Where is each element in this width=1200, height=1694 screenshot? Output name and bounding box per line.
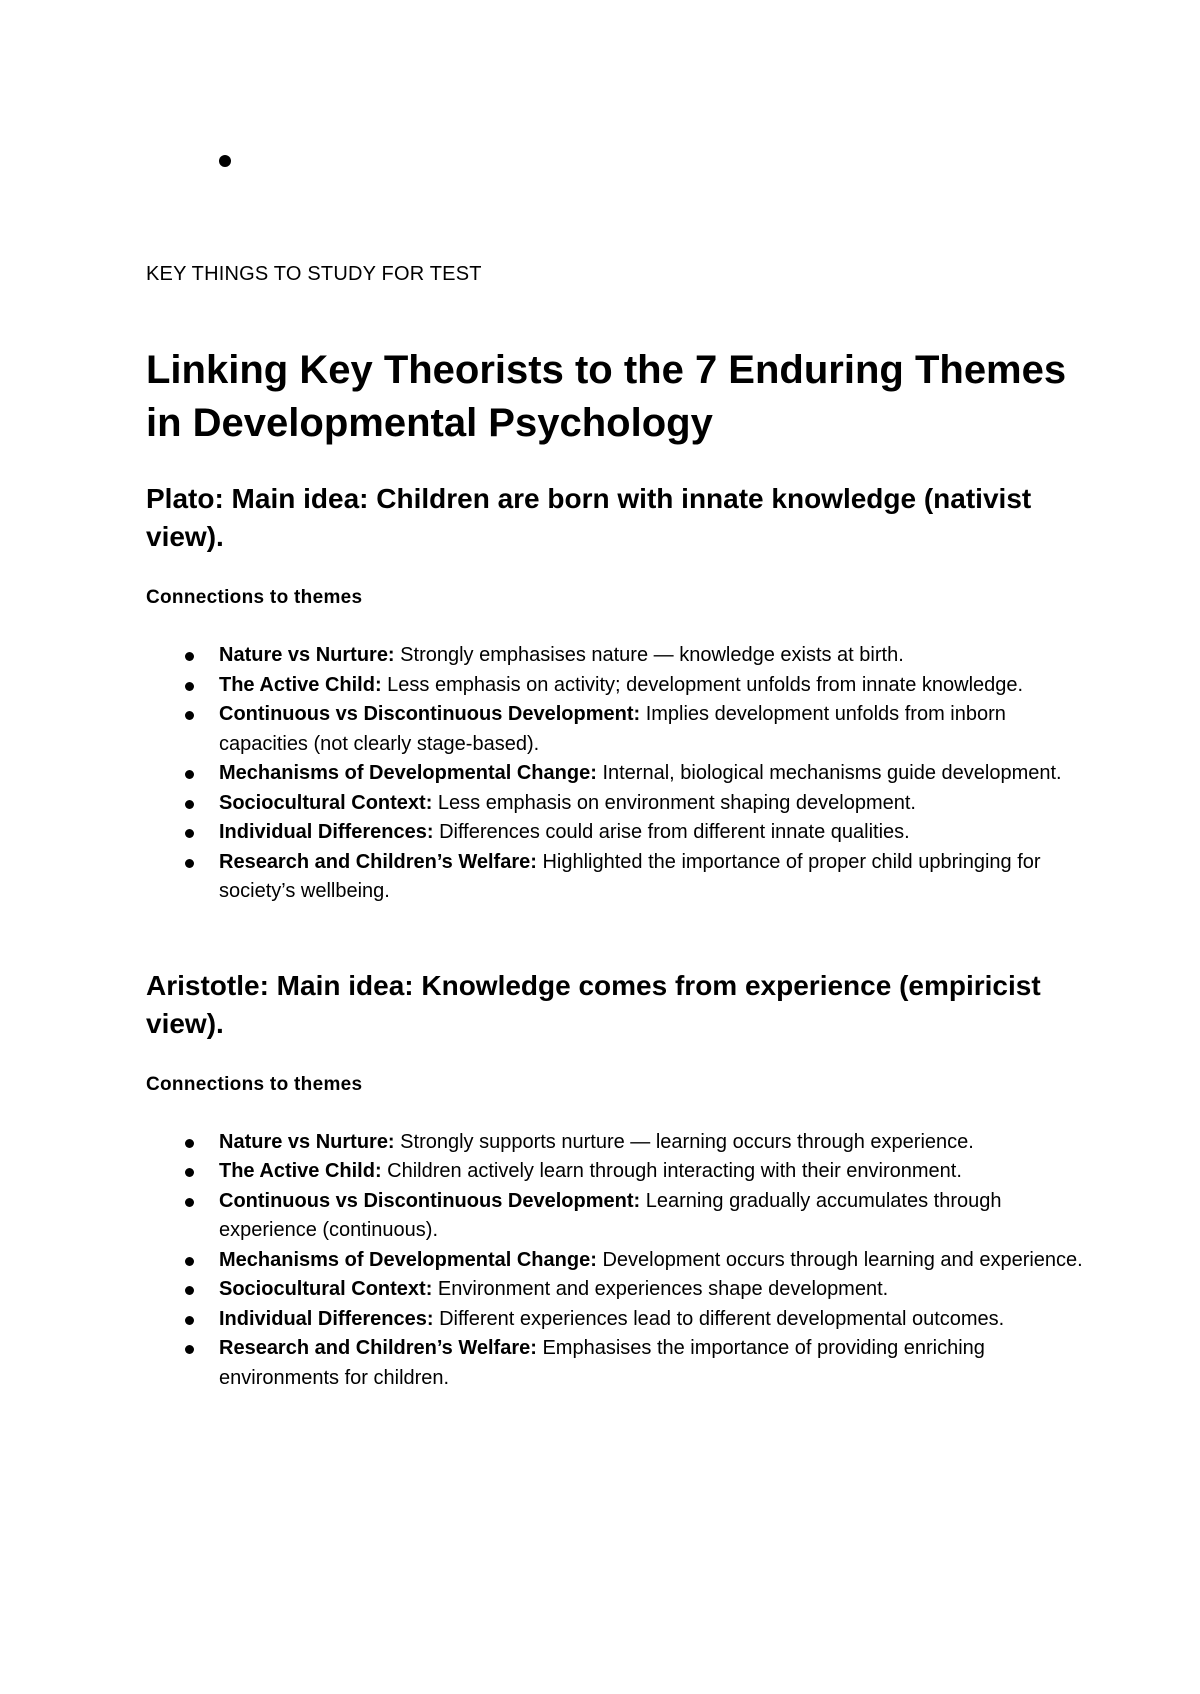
section-plato: [146, 480, 1086, 907]
theme-text: Less emphasis on activity; development unfolds from innate knowledge.: [387, 673, 1024, 696]
list-item: [146, 1334, 1089, 1393]
section-aristotle: [146, 967, 1086, 1394]
bullet-icon: [185, 1316, 194, 1325]
bullet-icon: [185, 1168, 194, 1177]
theme-text: Children actively learn through interacting with their environment.: [387, 1160, 962, 1182]
document-content: [146, 262, 1086, 1393]
section-heading: Aristotle: Main idea: Knowledge comes from experience (empiricist view).: [146, 969, 1041, 1039]
section-heading: Plato: Main idea: Children are born with innate knowledge (nativist view).: [146, 483, 1032, 552]
bullet-icon: [185, 1345, 194, 1354]
theme-term: The Active Child:: [219, 673, 382, 696]
theme-term: Continuous vs Discontinuous Development:: [219, 1189, 641, 1212]
list-item: [146, 818, 1089, 848]
theme-term: Nature vs Nurture:: [219, 644, 395, 666]
theme-term: Sociocultural Context:: [219, 791, 433, 814]
list-item: [146, 1305, 1089, 1335]
list-item: [146, 1246, 1089, 1276]
stray-bullet-icon: [219, 155, 231, 167]
theme-term: Continuous vs Discontinuous Development:: [219, 703, 641, 725]
bullet-icon: [185, 1286, 194, 1295]
theme-term: Nature vs Nurture:: [219, 1130, 395, 1153]
list-item: [146, 789, 1089, 819]
list-item: [146, 671, 1089, 701]
theme-term: The Active Child:: [219, 1160, 382, 1182]
document-title: Linking Key Theorists to the 7 Enduring Themes in Developmental Psychology: [146, 348, 1067, 445]
bullet-icon: [185, 770, 194, 779]
list-item: [146, 848, 1089, 907]
bullet-icon: [185, 829, 194, 838]
bullet-icon: [185, 1139, 194, 1148]
list-item: [146, 1157, 1089, 1187]
section-subheading: Connections to themes: [146, 1073, 363, 1095]
theme-text: Different experiences lead to different developmental outcomes.: [439, 1307, 1005, 1330]
theme-term: Individual Differences:: [219, 821, 434, 843]
theme-term: Mechanisms of Developmental Change:: [219, 762, 597, 784]
theme-text: Implies development unfolds from inborn capacities (not clearly stage-based).: [219, 703, 1006, 755]
theme-text: Learning gradually accumulates through experience (continuous).: [219, 1189, 1002, 1241]
list-item: [146, 1187, 1089, 1246]
study-label: KEY THINGS TO STUDY FOR TEST: [146, 263, 482, 285]
list-item: [146, 641, 1089, 671]
theme-term: Research and Children’s Welfare:: [219, 1337, 537, 1359]
theme-text: Development occurs through learning and experience.: [602, 1248, 1083, 1271]
list-item: [146, 759, 1089, 789]
theme-text: Emphasises the importance of providing enriching environments for children.: [219, 1337, 985, 1389]
section-subheading: Connections to themes: [146, 587, 363, 608]
theme-term: Sociocultural Context:: [219, 1278, 433, 1300]
theme-term: Individual Differences:: [219, 1307, 434, 1330]
bullet-icon: [185, 652, 194, 661]
theme-list: [146, 1128, 1086, 1394]
bullet-icon: [185, 1257, 194, 1266]
bullet-icon: [185, 711, 194, 720]
theme-text: Strongly supports nurture — learning occurs through experience.: [400, 1130, 974, 1153]
theme-text: Strongly emphasises nature — knowledge exists at birth.: [400, 644, 904, 666]
list-item: [146, 700, 1089, 759]
theme-text: Differences could arise from different innate qualities.: [439, 821, 910, 843]
bullet-icon: [185, 682, 194, 691]
theme-text: Internal, biological mechanisms guide development.: [602, 762, 1062, 784]
theme-term: Mechanisms of Developmental Change:: [219, 1248, 597, 1271]
bullet-icon: [185, 859, 194, 868]
theme-list: [146, 641, 1086, 907]
theme-term: Research and Children’s Welfare:: [219, 850, 537, 873]
bullet-icon: [185, 1198, 194, 1207]
list-item: [146, 1128, 1089, 1158]
theme-text: Environment and experiences shape development.: [437, 1278, 889, 1300]
bullet-icon: [185, 800, 194, 809]
theme-text: Highlighted the importance of proper child upbringing for society’s wellbeing.: [219, 850, 1041, 902]
list-item: [146, 1275, 1089, 1305]
theme-text: Less emphasis on environment shaping development.: [437, 791, 916, 814]
